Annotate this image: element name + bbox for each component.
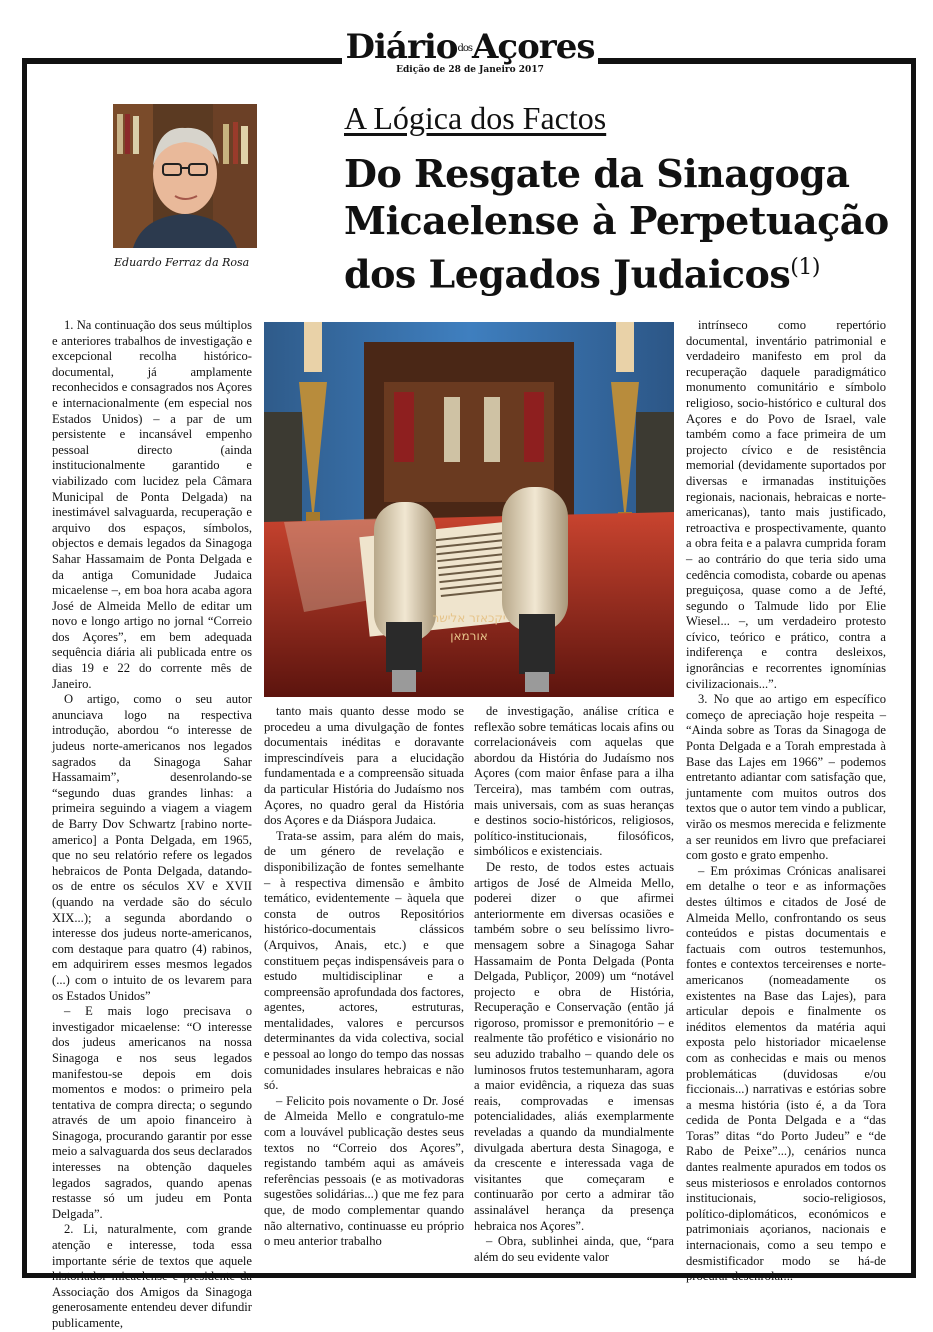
column-1 [52, 318, 252, 1330]
column-3 [474, 704, 674, 1264]
scroll-inscription-2: אורמאן [450, 629, 488, 643]
paragraph: – Obra, sublinhei ainda, que, “para além do seu evidente valor [474, 1234, 674, 1264]
paragraph: O artigo, como o seu autor anunciava logo na respectiva introdução, abordou “o interesse de judeus norte-americanos nos legados sagrados da Sinagoga Sahar Hassamaim”, desenrolando-se “segundo duas grandes linhas: a primeira seguindo a viagem a viagem de Barry Dov Schwartz [rabino norte-americo] a Ponta Delgada, em 1965, que no seu relatório refere os legados hebraicos de Ponta Delgada, datando-os de entre os séculos XV e XVII (quando na verdade são do século XIX...); a segunda abordando o interesse dos judeus norte-americanos, com destaque para quatro (4) rabinos, em adquirirem esses mesmos legados (...) com o intuito de os levarem para os Estados Unidos” [52, 692, 252, 1003]
paragraph: 1. Na continuação dos seus múltiplos e anteriores trabalhos de investigação e excepcional recolha histórico-documental, já amplamente reconhecidos e consagrados nos Açores e internacionalmente (em especial nos Estados Unidos) – a par de um persistente e incansável empenho pessoal directo (ainda institucionalmente garantido e viabilizado com lucidez pela Câmara Municipal de Ponta Delgada) na inestimável salvaguarda, recuperação e arquivo dos espaços, símbolos, objectos e demais legados da Sinagoga Sahar Hassamaim de Ponta Delgada e da antiga Comunidade Judaica micaelense –, em boa hora acaba agora José de Almeida Mello de editar um novo e longo artigo no jornal “Correio dos Açores”, em bem adequada sequência diária ali publicada entre os dias 19 e 22 do corrente mês de Janeiro. [52, 318, 252, 691]
author-photo [113, 104, 257, 248]
paragraph: Trata-se assim, para além do mais, de um género de revelação e disponibilização de fontes semelhante – à respectiva dimensão e âmbito temático, evidentemente – àquela que consta de outros Repositórios histórico-documentais clássicos (Arquivos, Anais, etc.) e que constituem peças indispensáveis para o estudo multidisciplinar e a compreensão aprofundada dos factores, agentes, actores, estruturas, mentalidades, valores e percursos determinantes da vida colectiva, social e pessoal ao longo do tempo das nossas comunidades insulares hebraicas e não só. [264, 828, 464, 1093]
paragraph: 3. No que ao artigo em específico começo de apreciação hoje respeita – “Ainda sobre as Toras da Sinagoga de Ponta Delgada e a Torah emprestada à Base das Lajes em 1966” – podemos entretanto adiantar com satisfação que, juntamente com muitos outros dos textos que o autor tem vindo a publicar, virão os mesmos merecida e felizmente a ser reunidos em livro que prefaciarei com gosto e grato empenho. [686, 692, 886, 863]
footnote-marker: (1) [790, 255, 820, 280]
column-2 [264, 704, 464, 1258]
torah-scroll-photo [264, 322, 674, 697]
section-title: A Lógica dos Factos [344, 100, 607, 136]
paragraph: – Em próximas Crónicas analisarei em detalhe o teor e as informações destes últimos e citados de José de Almeida Mello, confrontando os seus conteúdos e pistas documentais e factuais com outros testemunhos, fontes e contextos terceirenses e norte-americanos (nomeadamente os existentes na Base das Lajes), para articular depois e finalmente os inéditos elementos da matéria aqui exposta pelo historiador micaelense com as conhecidas e mais ou menos problemáticas (duvidosas e/ou ficcionais...) narrativas e estórias sobre a mesma história (isto é, a da Tora cedida de Ponta Delgada e a “das Toras” ditas “do Porto Judeu” e “de Rabo de Peixe”...), cenários nunca dantes realmente apurados em todos os seus misteriosos e enrolados contornos institucionais, socio-religiosos, político-diplomáticos, económicos e patrimoniais açorianos, nacionais e internacionais, como a seu tempo e desmistificador modo se há-de procurar desenrolar... [686, 863, 886, 1284]
edition-date: Edição de 28 de Janeiro 2017 [396, 65, 544, 75]
newspaper-logo: DiáriodosAçores [345, 27, 595, 67]
author-name: Eduardo Ferraz da Rosa [114, 256, 250, 269]
paragraph: – Felicito pois novamente o Dr. José de Almeida Mello e congratulo-me com a louvável publicação destes seus textos no “Correio dos Açores”, registando também aqui as amáveis referências pessoais (e as motivadoras sugestões solidárias...) que me fez para que, de modo complementar quando não alternativo, continuasse eu próprio o meu anterior trabalho [264, 1093, 464, 1249]
paragraph: 2. Li, naturalmente, com grande atenção e interesse, toda essa importante série de textos que aquele historiador micaelense e presidente da Associação dos Amigos da Sinagoga generosamente entendeu dever difundir publicamente, [52, 1222, 252, 1330]
headline: Do Resgate da Sinagoga Micaelense à Perpetuação dos Legados Judaicos$^{(1)}$ [344, 151, 889, 297]
paragraph: – E mais logo precisava o investigador micaelense: “O interesse dos judeus americanos na nossa Sinagoga e nos seus legados manifestou-se depois em dois momentos e modos: o primeiro pela tentativa de compra directa; o segundo através de um apoio financeiro à Sinagoga, procurando garantir por esse meio a salvaguarda dos seus declarados interesses na obtenção daqueles legados sagrados, quando apenas restasse só um judeu em Ponta Delgada”. [52, 1004, 252, 1221]
paragraph: tanto mais quanto desse modo se procedeu a uma divulgação de fontes documentais inéditas e doravante imprescindíveis para a elucidação fundamentada e a compreensão situada da particular História do Judaísmo nos Açores, no quadro geral da História dos Açores e da Diáspora Judaica. [264, 704, 464, 828]
paragraph: de investigação, análise crítica e reflexão sobre temáticas locais afins ou correlacionáveis com aquelas que abordou da História do Judaísmo nos Açores (com maior ênfase para a ilha Terceira), mas também com outras, mais universais, com as suas heranças e destinos socio-históricos, religiosos, político-institucionais, filosóficos, simbólicos e existenciais. [474, 704, 674, 859]
scroll-inscription-1: יקכאזר אלישר [432, 611, 506, 625]
column-4 [686, 318, 886, 1284]
masthead [340, 28, 600, 75]
paragraph: De resto, de todos estes actuais artigos de José de Almeida Mello, poderei dizer o que afirmei anteriormente em diversas ocasiões e também sobre o seu belíssimo livro-mensagem sobre a Sinagoga Sahar Hassamaim de Ponta Delgada (Ponta Delgada, Publiçor, 2009) um “notável projecto e obra de História, Recuperação e Conservação (então já rigoroso, promissor e premonitório – e realmente tão profético e visionário no seu aduzido trabalho – quando dele os luminosos frutos testemunharam, agora a maior evidência, a riqueza das suas reais, comprovadas e imensas potencialidades, aliás exemplarmente reveladas a quando da mundialmente divulgada abertura desta Sinagoga, e da crescente e interessada vaga de visitantes que começaram e continuarão por certo a admirar tão assinalável herança da presença hebraica nos Açores”. [474, 859, 674, 1233]
paragraph: intrínseco como repertório documental, inventário patrimonial e verdadeiro manifesto em prol da recuperação daquele paradigmático monumento comunitário e símbolo religioso, socio-histórico e cultural dos Açores e do Povo de Israel, vale também como a face primeira de um projecto cívico e de resistência memorial (devidamente suportados por diversas e irmanadas instituições regionais, nacionais, hebraicas e norte-americanas), tanto mais justificado, retroactiva e prospectivamente, quanto a obra feita e a palavra cumprida foram – ao contrário do que teria sido uma cedência comodista, cobarde ou apenas preguiçosa, quase como a de Jefté, segundo o Talmude lido por Elie Wiesel... –, um verdadeiro protesto cívico, teórico e prático, contra a indiferença e contra desleixos, ignorâncias e recorrentes ignomínias civilizacionais...”. [686, 318, 886, 691]
